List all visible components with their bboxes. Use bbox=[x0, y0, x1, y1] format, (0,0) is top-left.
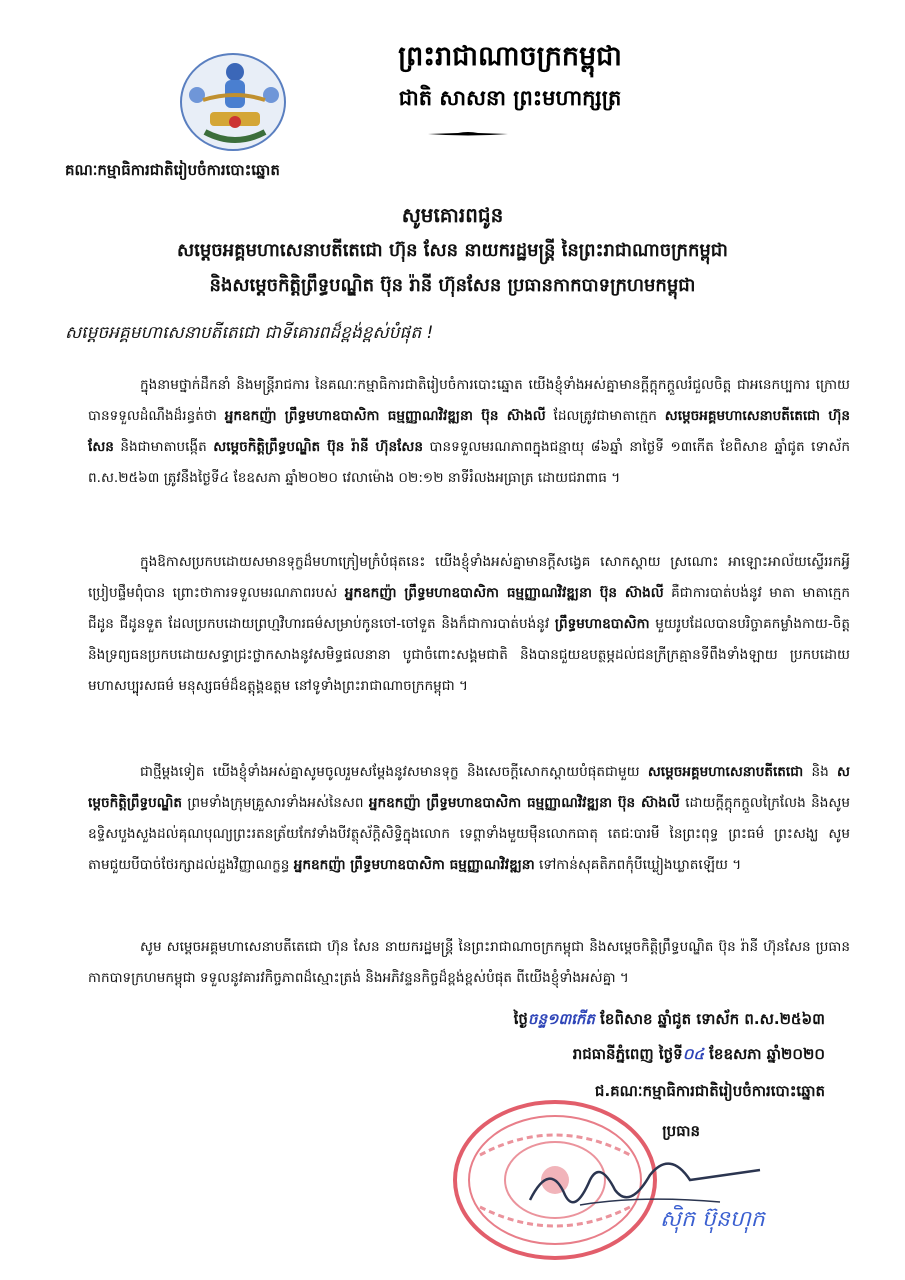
recipient-line-1: សម្តេចអគ្គមហាសេនាបតីតេជោ ហ៊ុន សែន នាយករដ្ឋមន្ត្រី នៃព្រះរាជាណាចក្រកម្ពុជា bbox=[177, 240, 728, 261]
bold-run: សម្តេចអគ្គមហាសេនាបតីតេជោ bbox=[647, 764, 804, 780]
text-run: គឺជាការបាត់បង់នូវ មាតា មាតាក្មេក ជីដូន ជីដូនទួត ដែលប្រកបដោយព្រហ្មវិហារធម៌សម្រាប់កូនចៅ-ចៅទួត និងក៏ជាការបាត់បង់នូវ bbox=[88, 585, 850, 632]
text-run: ព្រមទាំងក្រុមគ្រួសារទាំងអស់នៃសព bbox=[182, 795, 369, 811]
bold-run: អ្នកឧកញ៉ា ព្រឹទ្ធមហាឧបាសិកា ធម្មញ្ញាណវិវឌ្ឍនា ប៊ុន ស៊ាងលី bbox=[344, 585, 664, 601]
salutation: សម្តេចអគ្គមហាសេនាបតីតេជោ ជាទីគោរពដ៏ខ្ពង់ខ្ពស់បំផុត ! bbox=[65, 323, 434, 343]
text-run: ក្នុងឱកាសប្រកបដោយសមានទុក្ខដ៏មហាក្រៀមក្រំបំផុតនេះ យើងខ្ញុំទាំងអស់គ្នាមានក្តីសង្វេគ សោកស្តាយ ស្រណោះ អាឡោះអាល័យស្ទើររកអ្វីប្រៀបផ្ទឹមពុំបាន ព្រោះថាការទទួលមរណភាពរបស់ bbox=[88, 554, 850, 601]
signer-role: ប្រធាន bbox=[662, 1122, 700, 1140]
text-run: ជាថ្មីម្តងទៀត យើងខ្ញុំទាំងអស់គ្នាសូមចូលរួមសម្តែងនូវសមានទុក្ខ និងសេចក្តីសោកស្តាយបំផុតជាមួយ bbox=[140, 764, 648, 780]
bold-run: សម្តេចកិត្តិព្រឹទ្ធបណ្ឌិត ប៊ុន រ៉ានី ហ៊ុនសែន bbox=[213, 439, 423, 455]
kingdom-title: ព្រះរាជាណាចក្រកម្ពុជា bbox=[398, 41, 622, 72]
lunar-date-line bbox=[514, 1010, 825, 1032]
text-run: ទៅកាន់សុគតិភពកុំបីឃ្លៀងឃ្លាតឡើយ ។ bbox=[534, 857, 742, 873]
bold-run: អ្នកឧកញ៉ា ព្រឹទ្ធមហាឧបាសិកា ធម្មញ្ញាណវិវឌ្ឍនា ប៊ុន ស៊ាងលី bbox=[224, 408, 546, 424]
text-run: ក្នុងនាមថ្នាក់ដឹកនាំ និងមន្ត្រីរាជការ នៃគណៈកម្មាធិការជាតិរៀបចំការបោះឆ្នោត យើងខ្ញុំទាំងអស់គ្នាមានក្តីក្តុកក្តួលរំជួលចិត្ត ជាអនេកប្បការ ក្រោយបានទទួលដំណឹងដ៏រន្ធត់ថា bbox=[88, 377, 850, 424]
national-motto: ជាតិ សាសនា ព្រះមហាក្សត្រ bbox=[398, 86, 622, 110]
text-run: ដែលត្រូវជាមាតាក្មេក bbox=[545, 408, 665, 424]
signing-organization: ជ.គណៈកម្មាធិការជាតិរៀបចំការបោះឆ្នោត bbox=[594, 1082, 825, 1100]
bold-run: អ្នកឧកញ៉ា ព្រឹទ្ធមហាឧបាសិកា ធម្មញ្ញាណវិវឌ្ឍនា ប៊ុន ស៊ាងលី bbox=[368, 795, 680, 811]
text-run: បានទទួលមរណភាពក្នុងជន្មាយុ ៨៦ឆ្នាំ នាថ្ងៃទី ១៣កើត ខែពិសាខ ឆ្នាំជូត ទោស័ក ព.ស.២៥៦៣ ត្រូវនឹងថ្ងៃទី៤ ខែឧសភា ឆ្នាំ២០២០ វេលាម៉ោង ០២:១២ នាទីរំលងអធ្រាត្រ ដោយជរាពាធ ។ bbox=[88, 439, 851, 486]
text-run: ថ្ងៃ bbox=[513, 1010, 528, 1028]
place-date-line bbox=[573, 1045, 825, 1067]
paragraph-2 bbox=[88, 547, 850, 702]
text-run: និង bbox=[803, 764, 838, 780]
text-run: រាជធានីភ្នំពេញ ថ្ងៃទី bbox=[572, 1045, 683, 1063]
text-run: ខែពិសាខ ឆ្នាំជូត ទោស័ក ព.ស.២៥៦៣ bbox=[594, 1010, 825, 1028]
paragraph-4 bbox=[88, 932, 850, 994]
bold-run: សម្តេចកិត្តិព្រឹទ្ធបណ្ឌិត bbox=[88, 764, 850, 811]
paragraph-3 bbox=[88, 757, 850, 881]
handwritten-run: ចន្ទ១៣កើត bbox=[527, 1010, 595, 1028]
address-heading: សូមគោរពជូន bbox=[401, 203, 504, 227]
recipient-line-2: និងសម្តេចកិត្តិព្រឹទ្ធបណ្ឌិត ប៊ុន រ៉ានី ហ៊ុនសែន ប្រធានកាកបាទក្រហមកម្ពុជា bbox=[209, 275, 696, 296]
organization-name: គណៈកម្មាធិការជាតិរៀបចំការបោះឆ្នោត bbox=[65, 161, 280, 179]
text-run: ខែឧសភា ឆ្នាំ២០២០ bbox=[703, 1045, 825, 1063]
handwritten-run: ០៤ bbox=[682, 1045, 704, 1063]
text-run: និងជាមាតាបង្កើត bbox=[113, 439, 214, 455]
bold-run: អ្នកឧកញ៉ា ព្រឹទ្ធមហាឧបាសិកា ធម្មញ្ញាណវិវឌ្ឍនា bbox=[293, 857, 535, 873]
royal-emblem-icon bbox=[175, 50, 295, 155]
text-run: មួយរូបដែលបានបរិច្ចាគកម្លាំងកាយ-ចិត្ត និងទ្រព្យធនប្រកបដោយសទ្ធាជ្រះថ្លាកសាងនូវសមិទ្ធផលនានា បូជាចំពោះសង្គមជាតិ និងបានជួយឧបត្ថម្ភដល់ជនក្រីក្រគ្មានទីពឹងទាំងឡាយ ប្រកបដោយមហាសប្បុរសធម៌ មនុស្សធម៌ដ៏ឧត្តុង្គឧត្តម នៅទូទាំងព្រះរាជាណាចក្រកម្ពុជា ។ bbox=[88, 616, 851, 694]
header-ornament bbox=[428, 131, 508, 137]
paragraph-1 bbox=[88, 370, 850, 494]
signer-name: ស៊ិក ប៊ុនហុក bbox=[660, 1207, 765, 1232]
bold-run: សម្តេចអគ្គមហាសេនាបតីតេជោ ហ៊ុន សែន bbox=[88, 408, 850, 455]
text-run: សូម សម្តេចអគ្គមហាសេនាបតីតេជោ ហ៊ុន សែន នាយករដ្ឋមន្ត្រី នៃព្រះរាជាណាចក្រកម្ពុជា និងសម្តេចកិត្តិព្រឹទ្ធបណ្ឌិត ប៊ុន រ៉ានី ហ៊ុនសែន ប្រធានកាកបាទក្រហមកម្ពុជា ទទួលនូវគារវកិច្ចភាពដ៏ស្មោះត្រង់ និងអភិវន្ទនកិច្ចដ៏ខ្ពង់ខ្ពស់បំផុត ពីយើងខ្ញុំទាំងអស់គ្នា ។ bbox=[88, 939, 850, 986]
bold-run: ព្រឹទ្ធមហាឧបាសិកា bbox=[554, 616, 650, 632]
text-run: ដោយក្តីក្តុកក្តួលក្រៃលែង និងសូមឧទ្ទិសបួងសួងដល់គុណបុណ្យព្រះរតនត្រ័យកែវទាំងបីវត្ថុស័ក្តិសិទ្ធិក្នុងលោក ទេព្តាទាំងមួយម៉ឺនលោកធាតុ តេជៈបារមី នៃព្រះពុទ្ធ ព្រះធម៌ ព្រះសង្ឃ សូមតាមជួយបីបាច់ថែរក្សាដល់ដួងវិញ្ញាណក្ខន្ធ bbox=[88, 795, 850, 873]
